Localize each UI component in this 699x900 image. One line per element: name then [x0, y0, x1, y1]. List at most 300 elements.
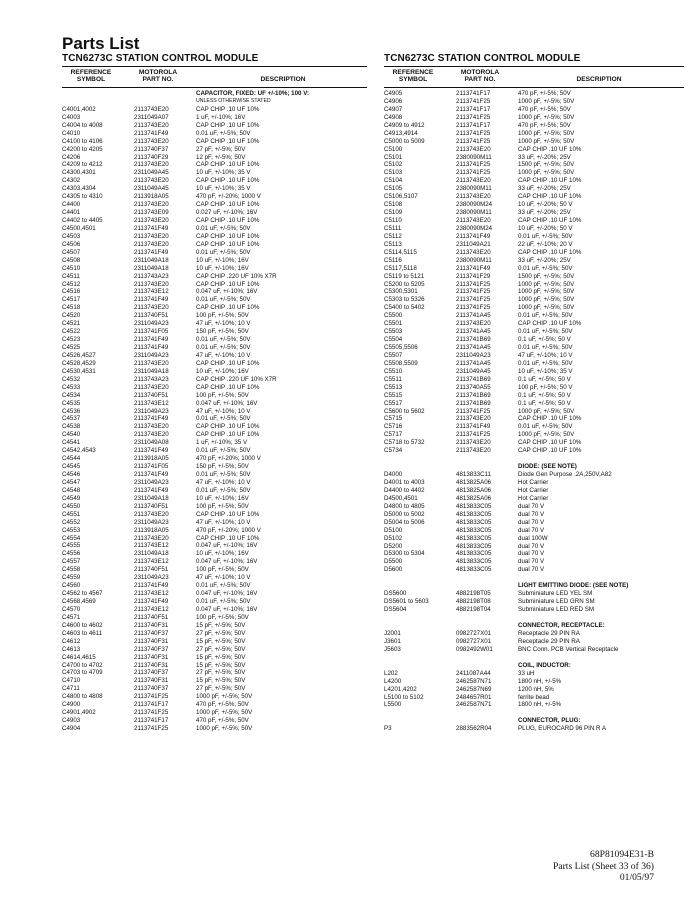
part-number: 2113741B69	[456, 375, 491, 383]
description: CAP CHIP .10 UF 10%	[518, 193, 582, 201]
part-number: 0982727X01	[456, 629, 492, 637]
description: 33 uF, +/-20%; 25V	[518, 256, 571, 264]
description: 1000 pF, +/-5%; 50V	[518, 407, 575, 415]
part-number: 2113741B69	[456, 336, 491, 344]
reference-symbol: C4503	[62, 232, 81, 240]
reference-symbol: C4400	[62, 201, 81, 209]
reference-symbol: C4908	[384, 113, 403, 121]
part-number: 2113743E20	[134, 105, 169, 113]
reference-symbol: C4553	[62, 526, 81, 534]
part-number: 2113741F25	[456, 431, 491, 439]
table-row	[62, 320, 367, 328]
reference-symbol: C4710	[62, 677, 81, 685]
table-row	[384, 487, 684, 495]
section-spacer	[384, 574, 684, 582]
description: 1000 pF, +/-5%; 50V	[518, 169, 575, 177]
reference-symbol: C4010	[62, 129, 81, 137]
table-row	[384, 670, 684, 678]
table-row	[384, 550, 684, 558]
table-row	[384, 384, 684, 392]
table-row	[62, 154, 367, 162]
reference-symbol: C4401	[62, 209, 81, 217]
description: 0.01 uF, +/-5%; 50V	[518, 328, 573, 336]
reference-symbol: C4001,4002	[62, 105, 96, 113]
reference-symbol: C5600 to 5602	[384, 407, 425, 415]
reference-symbol: C4568,4569	[62, 598, 96, 605]
reference-symbol: C4550	[62, 502, 81, 510]
table-row	[384, 161, 684, 169]
description: CAP CHIP .10 UF 10%	[518, 320, 582, 328]
description: CAP CHIP .10 UF 10%	[518, 145, 582, 153]
section-spacer	[384, 455, 684, 463]
reference-symbol: C5507	[384, 351, 403, 359]
table-row	[384, 519, 684, 527]
part-number: 2311049A21	[456, 240, 491, 248]
part-number: 2113743E20	[134, 304, 169, 312]
section-note: UNLESS OTHERWISE STATED	[196, 97, 271, 104]
left-parts-list	[62, 90, 367, 733]
description: 1000 pF, +/-5%; 50V	[518, 137, 575, 145]
reference-symbol: C4300,4301	[62, 169, 96, 177]
reference-symbol: C4522	[62, 328, 81, 336]
table-row	[384, 543, 684, 551]
table-row	[62, 249, 367, 257]
description: CAP CHIP .10 UF 10%	[518, 439, 582, 447]
part-number: 2113740F37	[134, 685, 169, 693]
part-number: 2113740F37	[134, 629, 169, 637]
reference-symbol: C5112	[384, 232, 402, 240]
table-row	[384, 193, 684, 201]
part-number: 2113743E20	[456, 248, 491, 256]
part-number: 4813833C05	[456, 526, 492, 534]
part-number: 4813833C05	[456, 566, 492, 574]
description: 10 uF, +/-10%; 35 V	[196, 185, 251, 193]
table-row	[384, 558, 684, 566]
section-spacer	[384, 654, 684, 662]
part-number: 2380090M11	[456, 185, 492, 193]
table-row	[62, 646, 367, 654]
part-number: 2311049A08	[134, 439, 169, 447]
table-row	[384, 320, 684, 328]
description: CAP CHIP .10 UF 10%	[518, 248, 582, 256]
reference-symbol: C4545	[62, 463, 81, 471]
reference-symbol: D5004 to 5006	[384, 518, 425, 526]
table-row	[384, 288, 684, 296]
reference-symbol: C4903	[62, 717, 81, 725]
description: 10 uF, +/-10%; 35 V	[518, 367, 573, 375]
table-row	[62, 146, 367, 154]
description: 0.1 uF, +/-5%; 50 V	[518, 391, 571, 399]
table-row	[62, 487, 367, 495]
description: 27 pF, +/-5%; 50V	[196, 669, 246, 677]
part-number: 2113743E20	[134, 232, 169, 240]
reference-symbol: C4209 to 4212	[62, 161, 103, 169]
reference-symbol: C4571	[62, 613, 81, 621]
document-date: 01/05/97	[619, 872, 654, 883]
table-row	[384, 725, 684, 733]
table-row	[384, 701, 684, 709]
table-row	[62, 336, 367, 344]
part-number: 2462587N71	[456, 677, 492, 685]
table-row	[62, 614, 367, 622]
part-number: 2113918A05	[134, 455, 169, 463]
description: 1500 pF, +/-5%; 50V	[518, 272, 575, 280]
part-number: 2113743E09	[134, 209, 169, 217]
description: dual 70 V	[518, 542, 545, 550]
description: 10 uF, +/-20%; 50 V	[518, 224, 573, 232]
reference-symbol: C4518	[62, 304, 81, 312]
part-number: 2113741F17	[134, 701, 169, 709]
part-number: 2113743E20	[134, 510, 169, 518]
description: 1000 pF, +/-5%; 50V	[518, 97, 575, 105]
description: 0.047 uF, +/-10%; 16V	[196, 558, 258, 566]
part-number: 2113741F49	[134, 129, 169, 137]
right-parts-list	[384, 90, 684, 733]
description: 470 pF, +/-20%; 1000 V	[196, 526, 261, 534]
reference-symbol: C4544	[62, 455, 81, 463]
reference-symbol: C4533	[62, 383, 81, 391]
description: 0.027 uF, +/-10%; 16V	[196, 209, 258, 217]
reference-symbol: C5300,5301	[384, 288, 418, 296]
part-number: 2113741F17	[134, 717, 169, 725]
header-description: DESCRIPTION	[576, 76, 622, 83]
reference-symbol: C4303,4304	[62, 185, 96, 193]
table-row	[384, 344, 684, 352]
part-number: 2311049A23	[134, 478, 169, 486]
table-row	[384, 201, 684, 209]
reference-symbol: C4700 to 4702	[62, 661, 103, 669]
table-row	[384, 415, 684, 423]
reference-symbol: C5513	[384, 383, 403, 391]
part-number: 2113741F25	[456, 137, 491, 145]
sheet-info: Parts List (Sheet 33 of 36)	[553, 860, 654, 872]
table-row	[62, 392, 367, 400]
table-row	[384, 694, 684, 702]
part-number: 2484657R01	[456, 693, 492, 701]
table-row	[384, 273, 684, 281]
part-number: 2113741B69	[456, 399, 491, 407]
page-title: Parts List	[62, 34, 140, 53]
part-number: 2113740F37	[134, 669, 169, 677]
table-row	[384, 638, 684, 646]
table-row	[62, 376, 367, 384]
description: CAP CHIP .10 UF 10%	[196, 201, 260, 209]
table-row	[62, 400, 367, 408]
part-number: 2113741F29	[456, 272, 491, 280]
part-number: 2380090M24	[456, 201, 493, 209]
reference-symbol: C5103	[384, 169, 403, 177]
description: 100 pF, +/-5%; 50V	[196, 391, 249, 399]
table-row	[384, 154, 684, 162]
table-row	[384, 352, 684, 360]
part-number: 2113743E12	[134, 288, 169, 296]
part-number: 2113740F31	[134, 677, 169, 685]
part-number: 2311049A18	[134, 367, 169, 375]
part-number: 2113740F29	[134, 153, 169, 161]
part-number: 2113741F05	[134, 463, 169, 471]
description: 0.01 uF, +/-5%; 50V	[196, 447, 251, 455]
reference-symbol: C4517	[62, 296, 81, 304]
reference-symbol: C5508,5509	[384, 359, 418, 367]
part-number: 2113743A23	[134, 375, 169, 383]
part-number: 2113741F49	[134, 486, 169, 494]
reference-symbol: C4906	[384, 97, 403, 105]
reference-symbol: C4560	[62, 582, 81, 590]
reference-symbol: C4557	[62, 558, 81, 566]
part-number: 2113740F51	[134, 566, 169, 574]
table-row	[384, 169, 684, 177]
reference-symbol: D5600	[384, 566, 403, 574]
table-row	[62, 630, 367, 638]
table-row	[384, 241, 684, 249]
description: ferrite bead	[518, 693, 550, 701]
part-number: 2113743E20	[134, 423, 169, 431]
description: 47 uF, +/-10%; 10 V	[196, 351, 251, 359]
description: Subminiature LED YEL SM	[518, 590, 593, 598]
part-number: 2113740F51	[134, 613, 169, 621]
part-number: 2113743E12	[134, 558, 169, 566]
table-row	[384, 265, 684, 273]
reference-symbol: C5400 to 5402	[384, 304, 425, 312]
description: 0.047 uF, +/-10%; 16V	[196, 590, 258, 598]
table-row	[384, 233, 684, 241]
part-number: 4813833C05	[456, 558, 492, 566]
description: 0.01 uF, +/-5%; 50V	[196, 336, 251, 344]
table-row	[62, 296, 367, 304]
table-row	[62, 471, 367, 479]
reference-symbol: D5100	[384, 526, 403, 534]
description: 470 pF, +/-5%; 50V	[196, 701, 249, 709]
description: CAP CHIP .10 UF 10%	[196, 232, 260, 240]
table-row	[62, 582, 367, 590]
table-row	[62, 519, 367, 527]
part-number: 2113741F25	[456, 161, 491, 169]
table-row	[384, 439, 684, 447]
part-number: 2311049A23	[134, 407, 169, 415]
reference-symbol: C4703 to 4709	[62, 669, 103, 677]
table-row	[62, 408, 367, 416]
description: 47 uF, +/-10%; 10 V	[196, 518, 251, 526]
part-number: 2311049A23	[134, 320, 169, 328]
description: 1000 pF, +/-5%; 50V	[518, 304, 575, 312]
table-row	[62, 606, 367, 614]
table-row	[62, 638, 367, 646]
table-row	[62, 352, 367, 360]
reference-symbol: D5500	[384, 558, 403, 566]
reference-symbol: DS5600	[384, 590, 407, 598]
part-number: 0982727X01	[456, 637, 492, 645]
part-number: 2380090M11	[456, 256, 492, 264]
description: dual 70 V	[518, 558, 545, 566]
table-row	[62, 281, 367, 289]
reference-symbol: C4200 to 4205	[62, 145, 103, 153]
reference-symbol: C5114,5115	[384, 248, 417, 256]
table-row	[62, 122, 367, 130]
part-number: 2311049A18	[134, 550, 169, 558]
reference-symbol: C5111	[384, 224, 402, 232]
description: 1000 pF, +/-5%; 50V	[518, 129, 575, 137]
table-row	[62, 423, 367, 431]
description: 0.01 uF, +/-5%; 50V	[196, 344, 251, 351]
part-number: 2113741F25	[456, 288, 491, 296]
part-number: 2113741A45	[456, 344, 491, 351]
description: 47 uF, +/-10%; 10 V	[196, 320, 251, 328]
reference-symbol: C4534	[62, 391, 81, 399]
part-number: 2113743E20	[456, 439, 491, 447]
part-number: 2113741A45	[456, 312, 491, 320]
table-row	[62, 709, 367, 717]
part-number: 2113743E12	[134, 399, 169, 407]
reference-symbol: D4800 to 4805	[384, 502, 425, 510]
table-row	[62, 662, 367, 670]
table-row	[62, 535, 367, 543]
part-number: 2113743E12	[134, 542, 169, 550]
reference-symbol: DS5601 to 5603	[384, 598, 429, 606]
table-row	[384, 122, 684, 130]
reference-symbol: L4200	[384, 677, 402, 685]
reference-symbol: C4532	[62, 375, 81, 383]
table-row	[62, 201, 367, 209]
reference-symbol: D4400 to 4402	[384, 486, 425, 494]
description: 47 uF, +/-10%; 10 V	[196, 407, 251, 415]
section-heading: DIODE: (SEE NOTE)	[518, 463, 577, 471]
part-number: 2113741F17	[456, 90, 491, 97]
description: 22 uF, +/-10%; 20 V	[518, 240, 573, 248]
description: Hot Carrier	[518, 486, 549, 494]
description: CAP CHIP .10 UF 10%	[518, 447, 582, 455]
table-row	[384, 249, 684, 257]
reference-symbol: C4523	[62, 336, 81, 344]
reference-symbol: C4506	[62, 240, 81, 248]
table-row	[384, 138, 684, 146]
part-number: 2113741F49	[134, 296, 169, 304]
table-row	[62, 360, 367, 368]
description: 100 pF, +/-5%; 50V	[196, 613, 249, 621]
description: 0.01 uF, +/-5%; 50V	[196, 415, 251, 423]
part-number: 2113743E20	[456, 177, 491, 185]
part-number: 2113743E20	[456, 415, 491, 423]
table-row	[384, 296, 684, 304]
reference-symbol: J3601	[384, 637, 401, 645]
description: 10 uF, +/-10%; 16V	[196, 264, 249, 272]
reference-symbol: DS5604	[384, 606, 407, 614]
reference-symbol: C4913,4914	[384, 129, 418, 137]
reference-symbol: C5105	[384, 185, 403, 193]
part-number: 2113743E20	[456, 145, 491, 153]
table-row	[62, 106, 367, 114]
reference-symbol: C5503	[384, 328, 403, 336]
description: 470 pF, +/-5%; 50V	[518, 105, 571, 113]
table-row	[62, 304, 367, 312]
reference-symbol: J5603	[384, 645, 401, 653]
description: CAP CHIP .10 UF 10%	[196, 534, 260, 542]
reference-symbol: C4900	[62, 701, 81, 709]
description: 0.01 uF, +/-5%; 50V	[518, 423, 573, 431]
part-number: 2113741F25	[134, 693, 169, 701]
reference-symbol: C4612	[62, 637, 81, 645]
reference-symbol: C4508	[62, 256, 81, 264]
table-row	[62, 622, 367, 630]
description: CAP CHIP .10 UF 10%	[518, 177, 582, 185]
table-row	[384, 177, 684, 185]
description: 27 pF, +/-5%; 50V	[196, 645, 246, 653]
description: Diode Gen Purpose .2A,250V,A82	[518, 471, 612, 479]
table-row	[384, 130, 684, 138]
part-number: 2113740F31	[134, 637, 169, 645]
table-row	[384, 114, 684, 122]
description: 33 uF, +/-20%; 25V	[518, 209, 571, 217]
reference-symbol: C4570	[62, 605, 81, 613]
table-row	[62, 225, 367, 233]
table-row	[62, 566, 367, 574]
description: 470 pF, +/-5%; 50V	[196, 717, 249, 725]
section-spacer	[384, 709, 684, 717]
section-heading: CONNECTOR, RECEPTACLE:	[518, 622, 605, 629]
part-number: 2113743E20	[456, 447, 491, 455]
table-row	[62, 415, 367, 423]
table-row	[384, 511, 684, 519]
part-number: 2113741F05	[134, 328, 169, 336]
description: 10 uF, +/-10%; 16V	[196, 550, 249, 558]
description: 100 pF, +/-5%; 50 V	[518, 383, 573, 391]
description: CAP CHIP .10 UF 10%	[518, 217, 582, 224]
reference-symbol: C5510	[384, 367, 403, 375]
table-row	[62, 288, 367, 296]
description: 0.01 uF, +/-5%; 50V	[518, 264, 573, 272]
description: 0.01 uF, +/-5%; 50V	[196, 129, 251, 137]
part-number: 2113743E20	[134, 240, 169, 248]
part-number: 2311049A18	[134, 264, 169, 272]
description: dual 70 V	[518, 566, 545, 574]
section-heading: LIGHT EMITTING DIODE: (SEE NOTE)	[518, 582, 629, 590]
part-number: 2311049A23	[134, 574, 169, 582]
reference-symbol: L202	[384, 669, 398, 677]
part-number: 2113740F31	[134, 621, 169, 629]
reference-symbol: C4552	[62, 518, 81, 526]
reference-symbol: L5500	[384, 701, 402, 709]
part-number: 4813833C05	[456, 502, 492, 510]
table-row	[384, 146, 684, 154]
description: CAP CHIP .10 UF 10%	[196, 280, 260, 288]
reference-symbol: C4510	[62, 264, 81, 272]
reference-symbol: C4528,4529	[62, 359, 96, 367]
part-number: 2113743E20	[134, 534, 169, 542]
header-reference-symbol: REFERENCE SYMBOL	[392, 69, 434, 84]
reference-symbol: C5108	[384, 201, 403, 209]
reference-symbol: C5504	[384, 336, 403, 344]
table-row	[384, 686, 684, 694]
reference-symbol: C5102	[384, 161, 403, 169]
table-row	[384, 281, 684, 289]
description: 47 uF, +/-10%; 10 V	[196, 574, 251, 582]
part-number: 2113741F25	[456, 169, 491, 177]
reference-symbol: C5717	[384, 431, 403, 439]
description: 1000 pF, +/-5%; 50V	[196, 709, 253, 717]
reference-symbol: J2001	[384, 629, 401, 637]
table-row	[62, 447, 367, 455]
header-part-number: MOTOROLA PART NO.	[460, 69, 500, 84]
part-number: 4813825A06	[456, 494, 492, 502]
reference-symbol: C4558	[62, 566, 81, 574]
description: 15 pF, +/-5%; 50V	[196, 637, 246, 645]
description: 150 pF, +/-5%; 50V	[196, 463, 249, 471]
reference-symbol: C5716	[384, 423, 403, 431]
table-row	[384, 336, 684, 344]
reference-symbol: C4800 to 4808	[62, 693, 103, 701]
header-description: DESCRIPTION	[260, 76, 306, 83]
document-number: 68P81094E31-B	[590, 849, 654, 860]
right-module-title: TCN6273C STATION CONTROL MODULE	[384, 53, 581, 64]
